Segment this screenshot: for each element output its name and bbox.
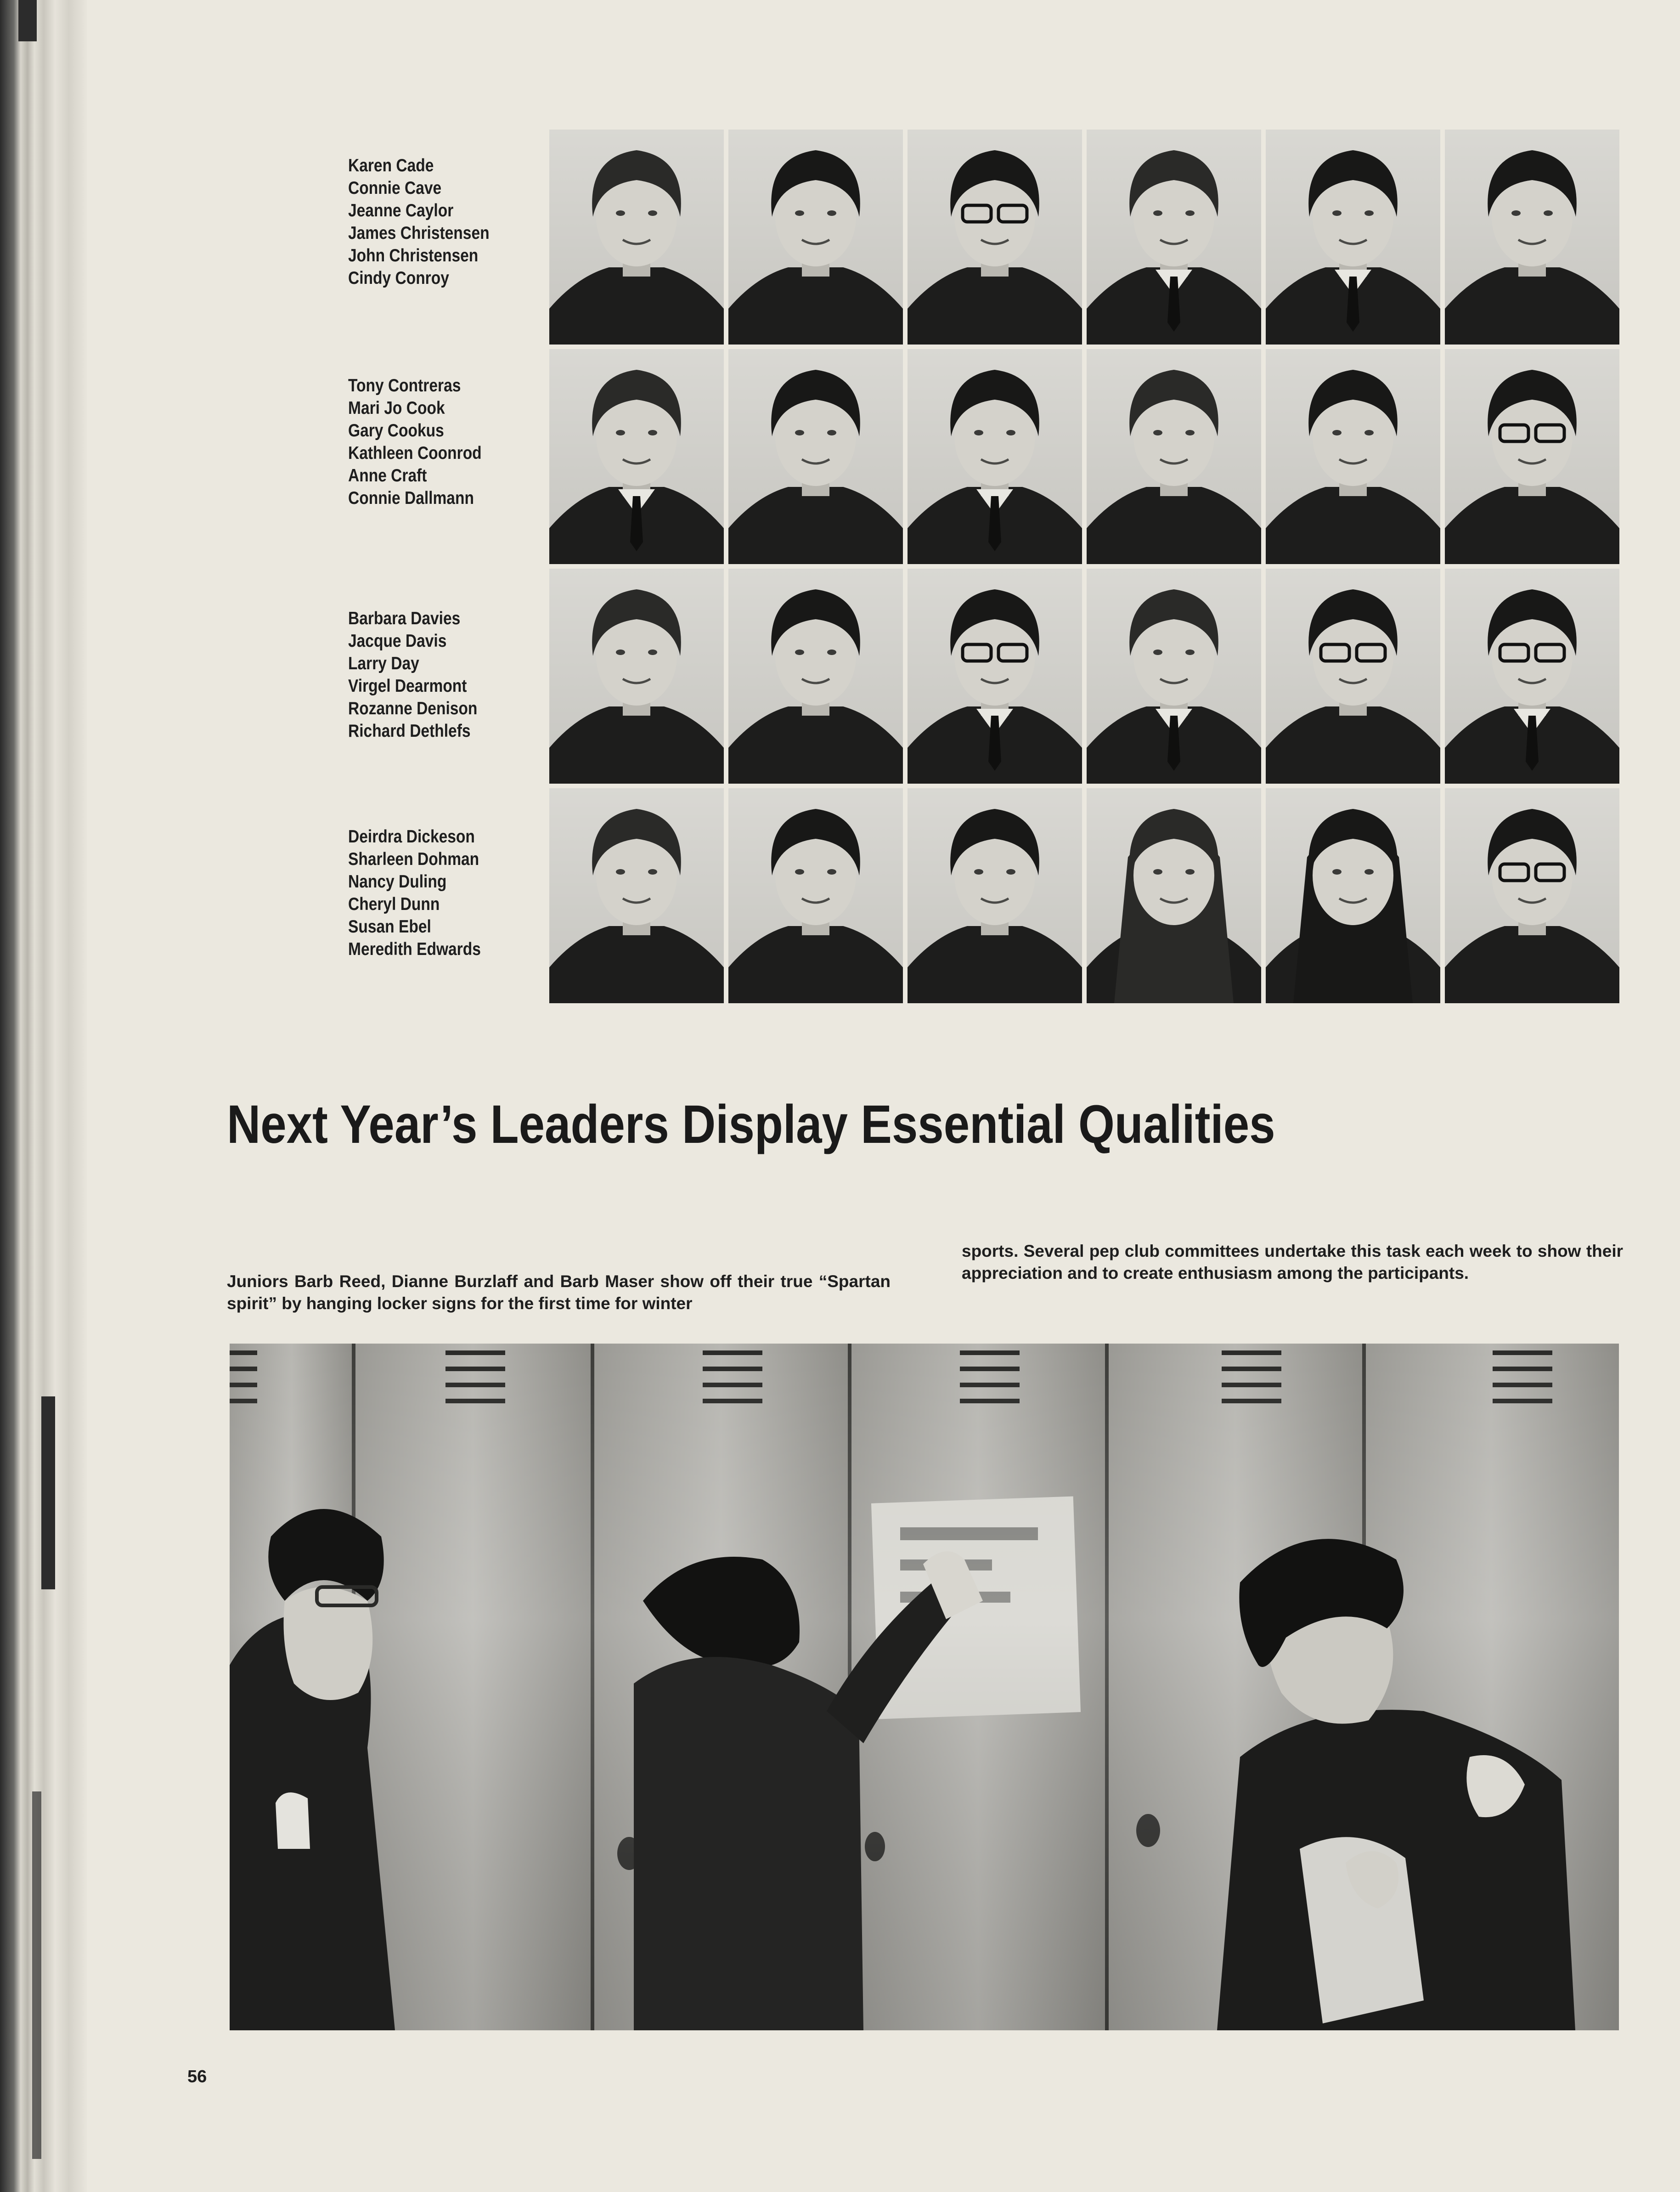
student-name: Larry Day <box>348 654 419 673</box>
student-name: Sharleen Dohman <box>348 849 479 869</box>
locker-photo-illustration <box>230 1344 1619 2030</box>
student-name: Mari Jo Cook <box>348 398 445 418</box>
page-number: 56 <box>187 2067 207 2086</box>
student-name: Richard Dethlefs <box>348 721 471 741</box>
portrait-grid <box>549 130 1619 1011</box>
student-name: James Christensen <box>348 223 490 243</box>
student-portrait <box>1445 130 1619 345</box>
student-portrait <box>549 130 724 345</box>
student-name: Barbara Davies <box>348 609 461 628</box>
name-list-row-4 <box>348 825 522 960</box>
student-name: John Christensen <box>348 246 479 266</box>
student-portrait <box>908 788 1082 1003</box>
student-name: Kathleen Coonrod <box>348 443 482 463</box>
student-portrait <box>1266 130 1440 345</box>
student-portrait <box>908 569 1082 784</box>
student-portrait <box>908 130 1082 345</box>
photo-caption-right: sports. Several pep club committees undertake this task each week to show their appreciation and to create enthusiasm among the participants. <box>962 1242 1623 1282</box>
name-list-row-3 <box>348 607 522 742</box>
student-portrait <box>549 569 724 784</box>
page-binding <box>0 0 87 2192</box>
student-portrait <box>728 569 903 784</box>
student-portrait <box>908 349 1082 564</box>
student-name: Cheryl Dunn <box>348 894 440 914</box>
student-portrait <box>728 130 903 345</box>
name-list-row-1 <box>348 154 522 289</box>
student-portrait <box>1087 788 1261 1003</box>
page-headline: Next Year’s Leaders Display Essential Qualities <box>227 1094 1275 1155</box>
student-portrait <box>1266 788 1440 1003</box>
student-portrait <box>549 788 724 1003</box>
student-name: Rozanne Denison <box>348 699 478 718</box>
student-name: Meredith Edwards <box>348 939 481 959</box>
student-portrait <box>549 349 724 564</box>
student-name: Anne Craft <box>348 466 427 486</box>
student-portrait <box>1445 569 1619 784</box>
student-name: Cindy Conroy <box>348 268 449 288</box>
student-name: Connie Cave <box>348 178 442 198</box>
name-list-row-2 <box>348 374 522 509</box>
student-name: Karen Cade <box>348 156 434 175</box>
student-portrait <box>1266 349 1440 564</box>
student-name: Deirdra Dickeson <box>348 827 475 847</box>
student-name: Nancy Duling <box>348 872 447 892</box>
student-portrait <box>1087 130 1261 345</box>
student-name: Gary Cookus <box>348 421 444 441</box>
student-portrait <box>728 349 903 564</box>
student-portrait <box>1087 349 1261 564</box>
student-name: Tony Contreras <box>348 376 461 395</box>
student-portrait <box>1266 569 1440 784</box>
student-name: Jeanne Caylor <box>348 201 454 220</box>
student-name: Connie Dallmann <box>348 488 474 508</box>
student-portrait <box>1445 788 1619 1003</box>
student-portrait <box>1087 569 1261 784</box>
student-name: Virgel Dearmont <box>348 676 467 696</box>
student-name: Jacque Davis <box>348 631 447 651</box>
photo-caption-left: Juniors Barb Reed, Dianne Burzlaff and Barb Maser show off their true “Spartan spirit” by hanging locker signs for the first time for winter <box>227 1272 891 1313</box>
student-name: Susan Ebel <box>348 917 431 937</box>
student-portrait <box>728 788 903 1003</box>
locker-photo <box>230 1344 1619 2030</box>
student-portrait <box>1445 349 1619 564</box>
